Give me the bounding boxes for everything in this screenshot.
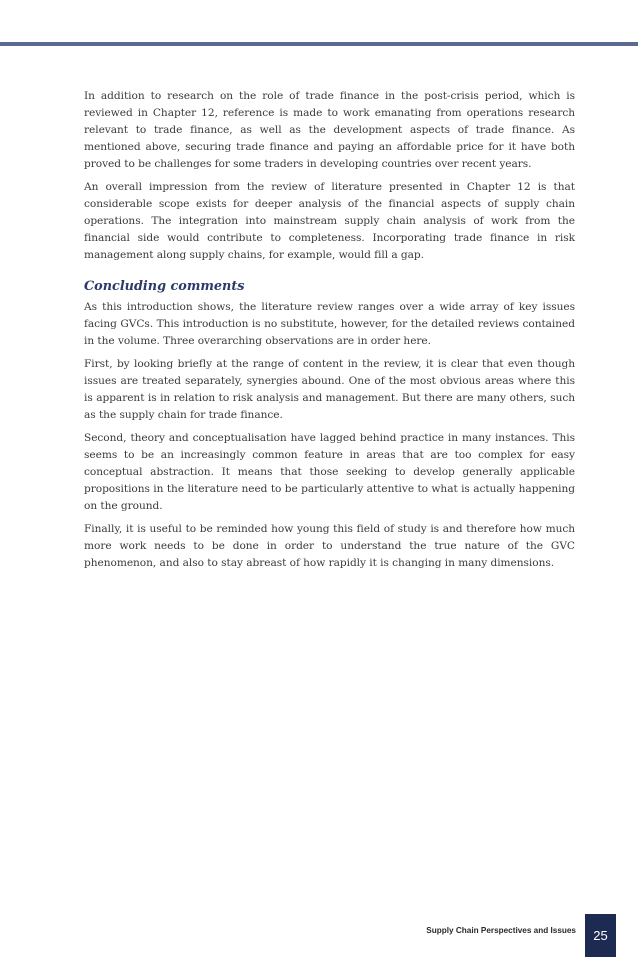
paragraph-second-observation: Second, theory and conceptualisation have lagged behind practice in many instances. This seems to be an increasingly common feature in areas that are too complex for easy conceptual abstraction. It means that those seeking to develop generally applicable propositions in the literature need to be particularly attentive to what is actually happening on the ground. xyxy=(84,432,575,512)
paragraph-final-observation: Finally, it is useful to be reminded how young this field of study is and therefore how much more work needs to be done in order to understand the true nature of the GVC phenomenon, and also to stay abreast of how rapidly it is changing in many dimensions. xyxy=(84,523,575,569)
paragraph-first-observation: First, by looking briefly at the range of content in the review, it is clear that even though issues are treated separately, synergies abound. One of the most obvious areas where this is apparent is in relation to risk analysis and management. But there are many others, such as the supply chain for trade finance. xyxy=(84,358,575,421)
paragraph-introduction-summary: As this introduction shows, the literature review ranges over a wide array of key issues facing GVCs. This introduction is no substitute, however, for the detailed reviews contained in the volume. Three overarching observations are in order here. xyxy=(84,301,575,347)
running-title: Supply Chain Perspectives and Issues xyxy=(426,926,576,935)
paragraph-overall-impression: An overall impression from the review of literature presented in Chapter 12 is that considerable scope exists for deeper analysis of the financial aspects of supply chain operations. The integration into mainstream supply chain analysis of work from the financial side would contribute to completeness. Incorporating trade finance in risk management along supply chains, for example, would fill a gap. xyxy=(84,181,575,261)
page-body xyxy=(84,88,575,578)
header-rule xyxy=(0,42,638,46)
paragraph-trade-finance-research: In addition to research on the role of trade finance in the post-crisis period, which is reviewed in Chapter 12, reference is made to work emanating from operations research relevant to trade finance, as well as the development aspects of trade finance. As mentioned above, securing trade finance and paying an affordable price for it have both proved to be challenges for some traders in developing countries over recent years. xyxy=(84,90,575,170)
page-number: 25 xyxy=(585,914,616,957)
section-heading: Concluding comments xyxy=(84,279,245,294)
